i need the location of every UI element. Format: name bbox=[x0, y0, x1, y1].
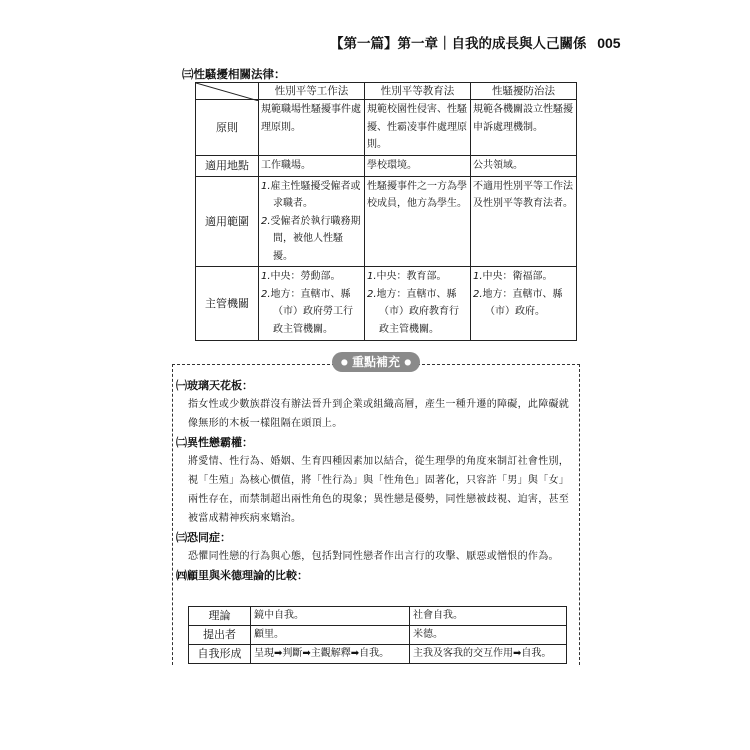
table-header-row bbox=[196, 83, 577, 100]
supplement-item bbox=[176, 433, 576, 528]
table-row bbox=[189, 645, 567, 664]
item-title: ㈣顧里與米德理論的比較： bbox=[176, 569, 308, 582]
supplement-item bbox=[176, 376, 576, 433]
table-cell: 不適用性別平等工作法及性別平等教育法者。 bbox=[471, 176, 577, 267]
table-cell: 學校環境。 bbox=[365, 156, 471, 177]
table-cell: 顧里。 bbox=[251, 626, 410, 645]
list-item: 2.地方：直轄市、縣（市）政府。 bbox=[473, 288, 563, 317]
diagonal-line bbox=[196, 83, 259, 101]
row-label: 原則 bbox=[196, 100, 259, 156]
table-cell: 社會自我。 bbox=[410, 607, 567, 626]
table-row bbox=[196, 267, 577, 341]
section-title: ㈢性騷擾相關法律： bbox=[182, 67, 286, 81]
list-item: 1.雇主性騷擾受僱者或求職者。 bbox=[261, 180, 361, 209]
item-body: 將愛情、性行為、婚姻、生育四種因素加以結合，從生理學的角度來制訂社會性別，視「生殖」為核心價值，將「性行為」與「性角色」固著化，只容許「男」與「女」兩性存在，而禁制超出兩性角色的現象；異性戀是優勢，同性戀被歧視、迫害，甚至被當成精神疾病來矯治。 bbox=[188, 456, 570, 524]
item-title: ㈢恐同症： bbox=[176, 531, 231, 544]
row-label: 主管機關 bbox=[196, 267, 259, 341]
row-label: 自我形成 bbox=[189, 645, 251, 664]
supplement-badge bbox=[332, 352, 420, 372]
table-cell: 性騷擾事件之一方為學校成員，他方為學生。 bbox=[365, 176, 471, 267]
table-cell bbox=[365, 267, 471, 341]
numbered-list bbox=[261, 178, 362, 266]
list-item: 2.地方：直轄市、縣（市）政府教育行政主管機關。 bbox=[367, 288, 459, 335]
numbered-list bbox=[261, 268, 362, 338]
column-header: 性騷擾防治法 bbox=[471, 83, 577, 100]
list-item: 1.中央：教育部。 bbox=[367, 271, 447, 282]
numbered-list bbox=[367, 268, 468, 338]
list-item: 2.受僱者於執行職務期間，被他人性騷擾。 bbox=[261, 215, 361, 262]
item-body: 恐懼同性戀的行為與心態，包括對同性戀者作出言行的攻擊、厭惡或憎恨的作為。 bbox=[188, 551, 559, 562]
list-item: 2.地方：直轄市、縣（市）政府勞工行政主管機關。 bbox=[261, 288, 353, 335]
dot-icon: ● bbox=[340, 357, 348, 367]
table-cell bbox=[259, 267, 365, 341]
chapter-label: 第一章｜自我的成長與人己關係 bbox=[397, 36, 587, 52]
table-cell: 工作職場。 bbox=[259, 156, 365, 177]
table-cell: 規範校園性侵害、性騷擾、性霸凌事件處理原則。 bbox=[365, 100, 471, 156]
table-cell: 呈現➡判斷➡主觀解釋➡自我。 bbox=[251, 645, 410, 664]
part-label: 【第一篇】 bbox=[330, 36, 398, 52]
table-cell bbox=[471, 267, 577, 341]
table-row bbox=[196, 100, 577, 156]
item-body: 指女性或少數族群沒有辦法晉升到企業或組織高層，產生一種升遷的障礙，此障礙就像無形的木板一樣阻隔在頭頂上。 bbox=[188, 399, 570, 429]
item-title: ㈠玻璃天花板： bbox=[176, 379, 253, 392]
table-cell bbox=[259, 176, 365, 267]
page-number: 005 bbox=[597, 35, 621, 51]
row-label: 適用範圍 bbox=[196, 176, 259, 267]
list-item: 1.中央：勞動部。 bbox=[261, 271, 341, 282]
table-cell: 規範各機關設立性騷擾申訴處理機制。 bbox=[471, 100, 577, 156]
supplement-badge-label: 重點補充 bbox=[351, 355, 400, 369]
row-label: 適用地點 bbox=[196, 156, 259, 177]
supplement-item bbox=[176, 566, 576, 585]
item-title: ㈡異性戀霸權： bbox=[176, 436, 253, 449]
table-row bbox=[189, 626, 567, 645]
table-row bbox=[189, 607, 567, 626]
table-cell: 米德。 bbox=[410, 626, 567, 645]
supplement-content bbox=[176, 376, 576, 585]
numbered-list bbox=[473, 268, 574, 321]
column-header: 性別平等教育法 bbox=[365, 83, 471, 100]
column-header: 性別平等工作法 bbox=[259, 83, 365, 100]
page-header bbox=[330, 32, 620, 52]
theory-comparison-table bbox=[188, 606, 567, 664]
table-row bbox=[196, 176, 577, 267]
table-corner-cell bbox=[196, 83, 259, 100]
table-cell: 公共領域。 bbox=[471, 156, 577, 177]
dot-icon: ● bbox=[404, 357, 412, 367]
table-cell: 主我及客我的交互作用➡自我。 bbox=[410, 645, 567, 664]
table-row bbox=[196, 156, 577, 177]
supplement-item bbox=[176, 528, 576, 566]
table-cell: 規範職場性騷擾事件處理原則。 bbox=[259, 100, 365, 156]
row-label: 理論 bbox=[189, 607, 251, 626]
law-comparison-table bbox=[195, 82, 577, 341]
list-item: 1.中央：衛福部。 bbox=[473, 271, 553, 282]
row-label: 提出者 bbox=[189, 626, 251, 645]
table-cell: 鏡中自我。 bbox=[251, 607, 410, 626]
